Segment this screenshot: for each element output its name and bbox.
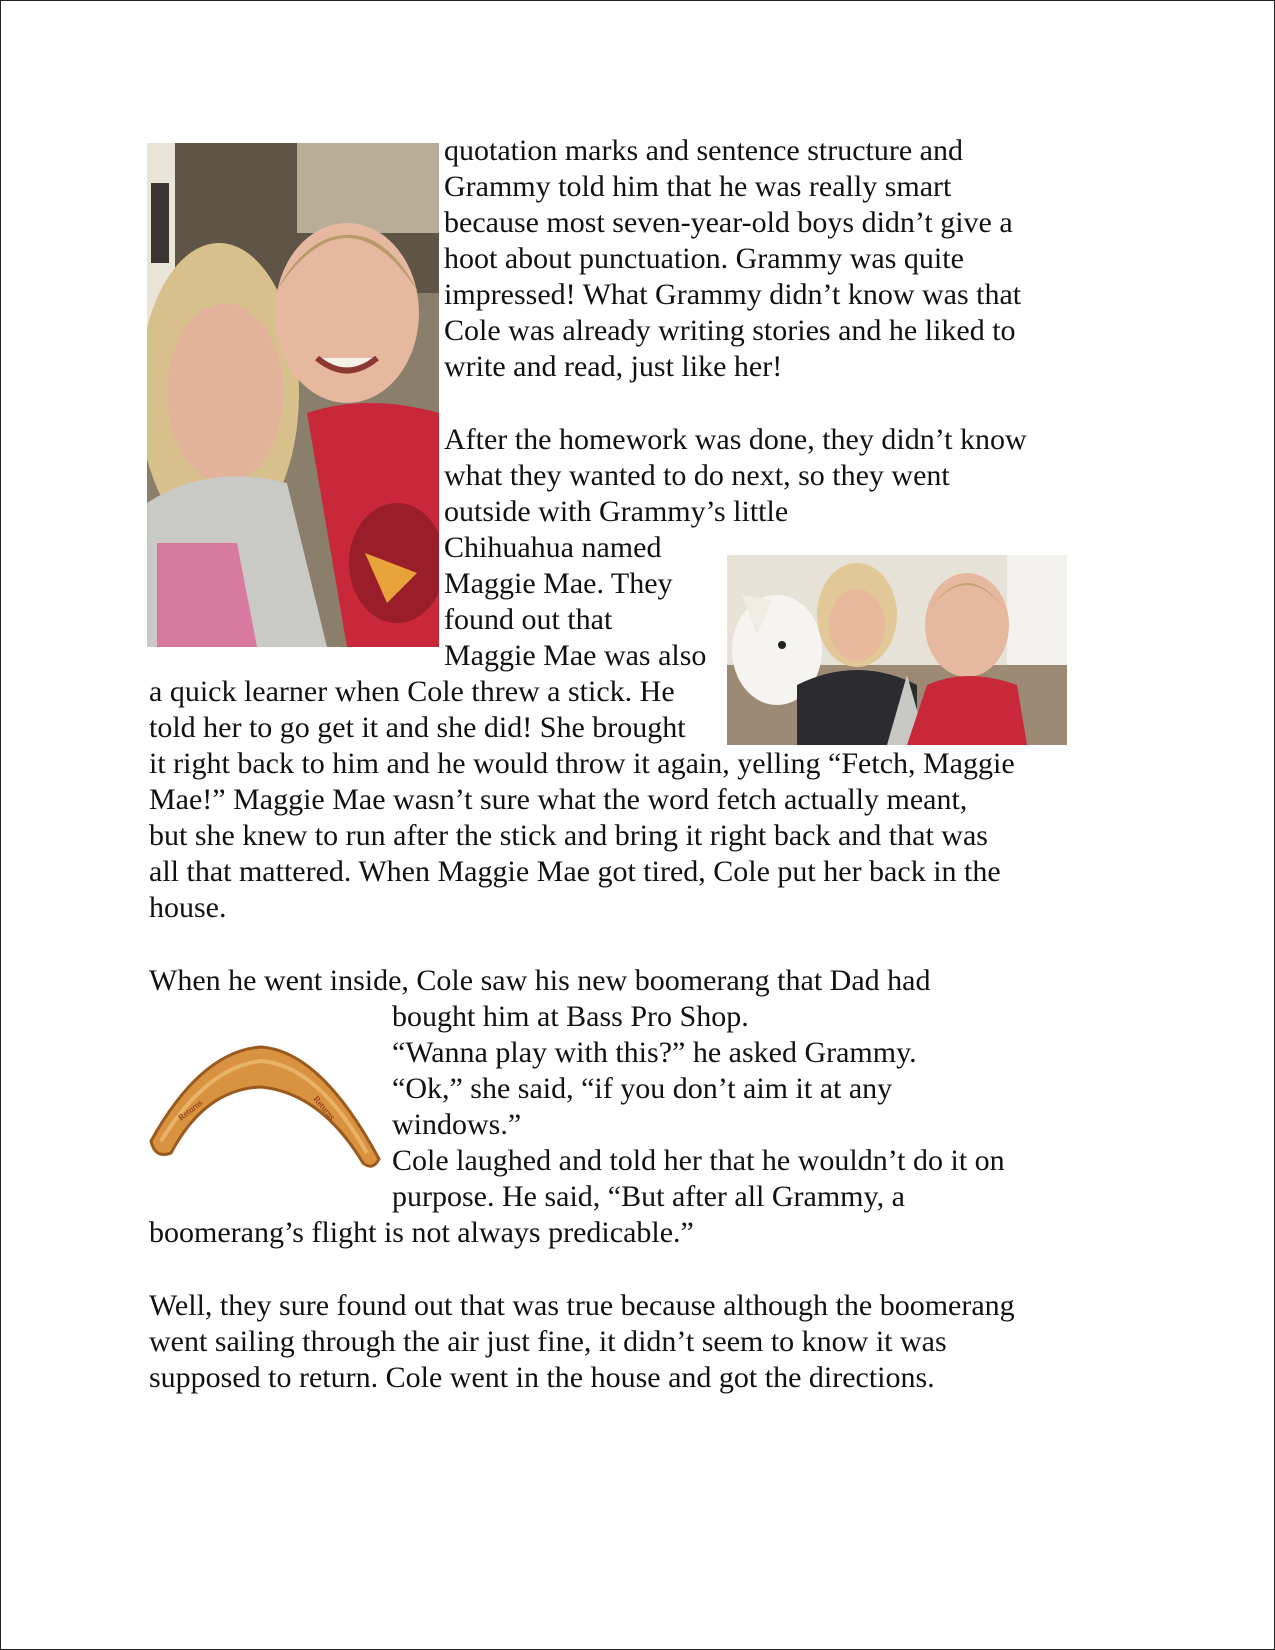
story-line: “Wanna play with this?” he asked Grammy.: [392, 1036, 917, 1069]
svg-text:Returns: Returns: [176, 1097, 205, 1123]
story-line: hoot about punctuation. Grammy was quite: [444, 242, 964, 275]
boomerang-image: [141, 1041, 387, 1177]
story-line: quotation marks and sentence structure and: [444, 134, 963, 167]
story-line: Maggie Mae was also: [444, 639, 707, 672]
story-line: bought him at Bass Pro Shop.: [392, 1000, 749, 1033]
story-line: house.: [149, 891, 227, 924]
story-line: Maggie Mae. They: [444, 567, 673, 600]
story-line: found out that: [444, 603, 613, 636]
story-line: Grammy told him that he was really smart: [444, 170, 952, 203]
story-line: Well, they sure found out that was true because although the boomerang: [149, 1289, 1015, 1322]
svg-text:Returns: Returns: [311, 1093, 338, 1122]
story-line: “Ok,” she said, “if you don’t aim it at any: [392, 1072, 893, 1105]
story-line: what they wanted to do next, so they went: [444, 459, 950, 492]
photo-grandmother-and-boy: [147, 143, 439, 647]
photo-image: [147, 143, 439, 647]
story-line: When he went inside, Cole saw his new boomerang that Dad had: [149, 964, 931, 997]
photo-grandmother-boy-and-dog: [727, 555, 1067, 745]
story-line: all that mattered. When Maggie Mae got tired, Cole put her back in the: [149, 855, 1001, 888]
story-line: it right back to him and he would throw it again, yelling “Fetch, Maggie: [149, 747, 1015, 780]
story-line: because most seven-year-old boys didn’t give a: [444, 206, 1013, 239]
story-line: outside with Grammy’s little: [444, 495, 789, 528]
story-line: write and read, just like her!: [444, 350, 783, 383]
boomerang-icon: [141, 1041, 387, 1177]
story-line: but she knew to run after the stick and bring it right back and that was: [149, 819, 988, 852]
story-line: told her to go get it and she did! She brought: [149, 711, 686, 744]
story-line: Mae!” Maggie Mae wasn’t sure what the word fetch actually meant,: [149, 783, 968, 816]
story-line: supposed to return. Cole went in the house and got the directions.: [149, 1361, 935, 1394]
photo-image: [727, 555, 1067, 745]
story-line: Chihuahua named: [444, 531, 662, 564]
story-line: went sailing through the air just fine, it didn’t seem to know it was: [149, 1325, 947, 1358]
story-line: Cole laughed and told her that he wouldn’t do it on: [392, 1144, 1005, 1177]
story-line: windows.”: [392, 1108, 522, 1141]
story-line: Cole was already writing stories and he liked to: [444, 314, 1016, 347]
story-line: impressed! What Grammy didn’t know was that: [444, 278, 1022, 311]
story-line: boomerang’s flight is not always predicable.”: [149, 1216, 694, 1249]
story-line: purpose. He said, “But after all Grammy, a: [392, 1180, 905, 1213]
story-line: a quick learner when Cole threw a stick. He: [149, 675, 675, 708]
story-line: After the homework was done, they didn’t know: [444, 423, 1027, 456]
